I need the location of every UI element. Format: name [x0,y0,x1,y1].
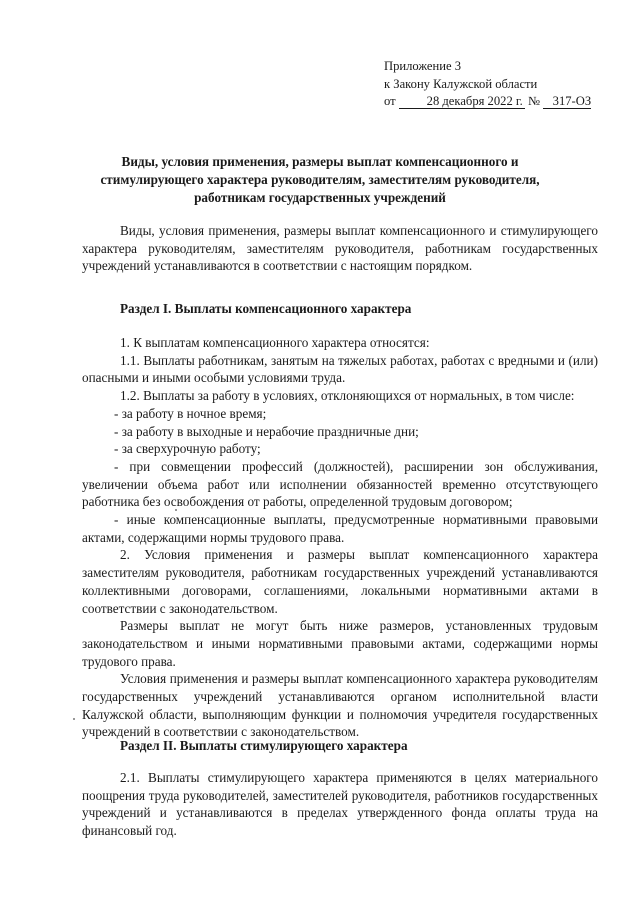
section1-heading: Раздел I. Выплаты компенсационного характера [120,301,412,316]
paragraph-1: 1. К выплатам компенсационного характера относятся: [120,335,430,350]
appendix-number: Приложение 3 [384,59,462,73]
list-item: - при совмещении профессий (должностей), расширении зон обслуживания, увеличении объема работ или исполнении обязанностей временно отсутствующего работника без освобождения от работы, определенной трудовым договором; [82,458,598,510]
paragraph-1-2: 1.2. Выплаты за работу в условиях, отклоняющихся от нормальных, в том числе: [120,388,575,404]
intro-paragraph: Виды, условия применения, размеры выплат компенсационного и стимулирующего характера руководителям, заместителям руководителя, работникам государственных учреждений устанавливаются в соответствии с настоящим порядком. [82,223,598,274]
paragraph-4: Условия применения и размеры выплат компенсационного характера руководителям государственных учреждений устанавливаются органом исполнительной власти Калужской области, выполняющим функции и полномочия учредителя государственных учреждений в соответствии с законодательством. [82,671,598,740]
list-item: - за сверхурочную работу; [114,441,261,457]
law-number: 317-ОЗ [543,95,591,109]
appendix-law-reference: к Закону Калужской области [384,76,538,91]
paragraph-1-1: 1.1. Выплаты работникам, занятым на тяжелых работах, работах с вредными и (или) опасными и иными особыми условиями труда. [82,352,598,386]
from-label: от [384,94,396,108]
document-title: Виды, условия применения, размеры выплат компенсационного и стимулирующего характера руководителям, заместителям руководителя, работникам государственных учреждений [100,154,540,205]
appendix-block [384,58,591,111]
number-label: № [527,94,540,108]
intro-block [82,222,598,275]
paragraph-2-1: 2.1. Выплаты стимулирующего характера применяются в целях материального поощрения труда руководителей, заместителей руководителя, работников государственных учреждений и устанавливаются в пределах утвержденного фонда оплаты труда на финансовый год. [82,770,598,839]
list-item: - иные компенсационные выплаты, предусмотренные нормативными правовыми актами, содержащими нормы трудового права. [82,512,598,545]
scan-speck [73,718,75,720]
paragraph-3: Размеры выплат не могут быть ниже размеров, установленных трудовым законодательством и иными нормативными правовыми актами, содержащими нормы трудового права. [82,618,598,669]
section2-heading: Раздел II. Выплаты стимулирующего характера [120,738,408,753]
paragraph-2: 2. Условия применения и размеры выплат компенсационного характера заместителям руководителя, работникам государственных учреждений устанавливаются коллективными договорами, соглашениями, локальными нормативными актами в соответствии с законодательством. [82,547,598,616]
scan-speck [175,509,177,511]
list-item: - за работу в ночное время; [114,405,267,421]
section1-body [82,334,598,741]
appendix-date-line [384,93,591,111]
section2-body [82,769,598,840]
law-date: 28 декабря 2022 г. [399,95,525,109]
list-item: - за работу в выходные и нерабочие праздничные дни; [114,423,419,439]
